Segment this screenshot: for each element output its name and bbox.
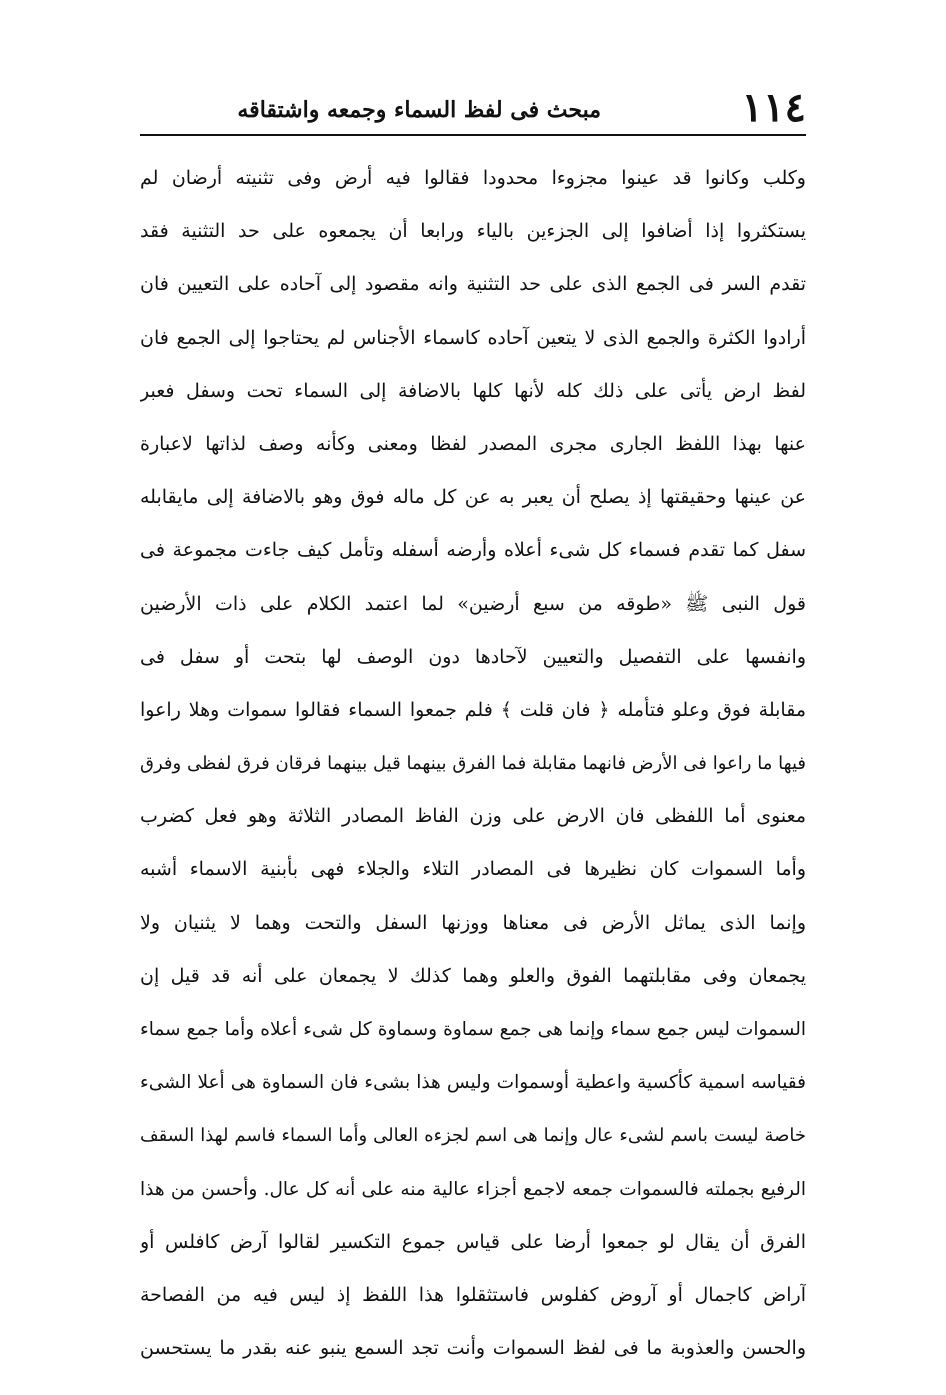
text-line: قول النبى ﷺ «طوقه من سبع أرضين» لما اعتمد الكلام على ذات الأرضين: [140, 592, 806, 615]
text-line: وكلب وكانوا قد عينوا مجزوءا محدودا فقالوا فيه أرض وفى تثنيته أرضان لم: [140, 167, 806, 189]
text-line: وانفسها على التفصيل والتعيين لآحادها دون الوصف لها بتحت أو سفل فى: [140, 645, 806, 668]
page-header: [140, 82, 806, 134]
text-line: سفل كما تقدم فسماء كل شىء أعلاه وأرضه أسفله وتأمل كيف جاءت مجموعة فى: [140, 539, 806, 562]
text-line: الفرق أن يقال لو جمعوا أرضا على قياس جموع التكسير لقالوا آرض كافلس أو: [140, 1230, 806, 1253]
text-line: وإنما الذى يماثل الأرض فى معناها ووزنها السفل والتحت وهما لا يثنيان ولا: [140, 911, 806, 934]
running-title: مبحث فى لفظ السماء وجمعه واشتقاقه: [237, 97, 601, 123]
text-line: فيها ما راعوا فى الأرض فانهما مقابلة فما الفرق بينهما قيل بينهما فرقان فرق لفظى وفرق: [140, 753, 806, 775]
page-number: ١١٤: [741, 84, 806, 131]
body-text: [140, 152, 806, 1375]
text-line: معنوى أما اللفظى فان الارض على وزن الفاظ المصادر الثلاثة وهو فعل كضرب: [140, 805, 806, 828]
text-line: آراض كاجمال أو آروض كفلوس فاستثقلوا هذا اللفظ إذ ليس فيه من الفصاحة: [140, 1283, 806, 1306]
text-line: عن عينها وحقيقتها إذ يصلح أن يعبر به عن كل ماله فوق وهو بالاضافة إلى مايقابله: [140, 486, 806, 509]
text-line: تقدم السر فى الجمع الذى على حد التثنية وانه مقصود إلى آحاده على التعيين فان: [140, 273, 806, 296]
text-line: السموات ليس جمع سماء وإنما هى جمع سماوة وسماوة كل شىء أعلاه وأما جمع سماء: [140, 1019, 806, 1040]
text-line: مقابلة فوق وعلو فتأمله ﴿ فان قلت ﴾ فلم جمعوا السماء فقالوا سموات وهلا راعوا: [140, 698, 806, 721]
text-line: فقياسه اسمية كأكسية واعطية أوسموات وليس هذا بشىء فان السماوة هى أعلا الشىء: [140, 1072, 806, 1094]
header-rule: [140, 134, 806, 136]
text-line: يجمعان وفى مقابلتهما الفوق والعلو وهما كذلك لا يجمعان على أنه قد قيل إن: [140, 964, 806, 987]
text-line: أرادوا الكثرة والجمع الذى لا يتعين آحاده كاسماء الأجناس لم يحتاجوا إلى الجمع فان: [140, 326, 806, 349]
text-line: لفظ ارض يأتى على ذلك كله لأنها كلها بالاضافة إلى السماء تحت وسفل فعبر: [140, 379, 806, 402]
text-line: عنها بهذا اللفظ الجارى مجرى المصدر لفظا ومعنى وكأنه وصف لذاتها لاعبارة: [140, 432, 806, 455]
text-line: خاصة ليست باسم لشىء عال وإنما هى اسم لجزءه العالى وأما السماء فاسم لهذا السقف: [140, 1125, 806, 1147]
text-line: والحسن والعذوبة ما فى لفظ السموات وأنت تجد السمع ينبو عنه بقدر ما يستحسن: [140, 1337, 806, 1360]
text-line: وأما السموات كان نظيرها فى المصادر التلاء والجلاء فهى بأبنية الاسماء أشبه: [140, 858, 806, 881]
text-line: يستكثروا إذا أضافوا إلى الجزءين بالياء ورابعا أن يجمعوه على حد التثنية فقد: [140, 220, 806, 243]
text-line: الرفيع بجملته فالسموات جمعه لاجمع أجزاء عالية منه على أنه كل عال. وأحسن من هذا: [140, 1178, 806, 1200]
